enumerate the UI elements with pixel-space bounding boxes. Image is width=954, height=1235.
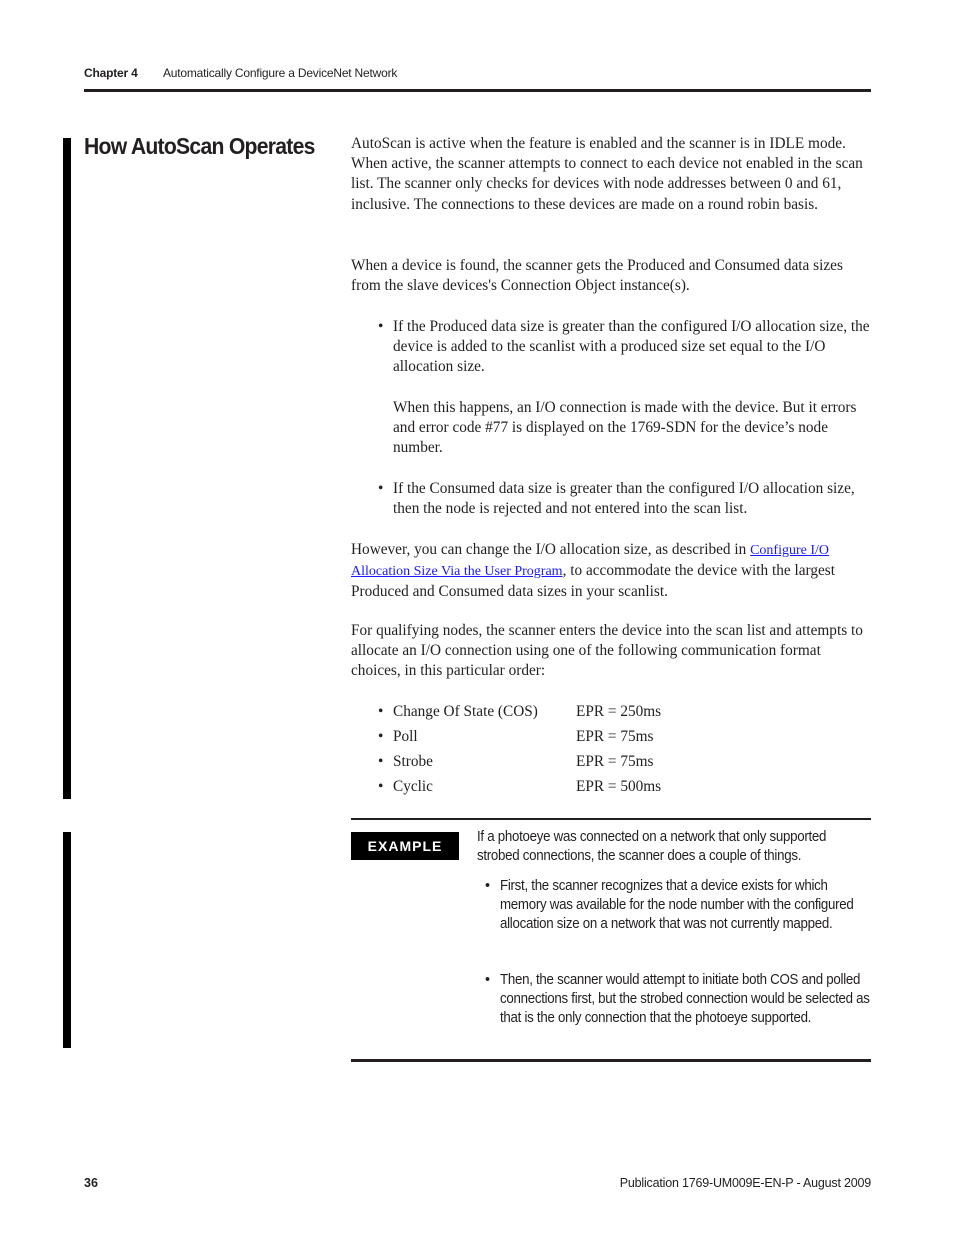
- example-intro: [477, 828, 871, 866]
- example-bullet: [485, 971, 872, 1028]
- example-badge: EXAMPLE: [351, 832, 459, 860]
- example-rule-bottom: [351, 1059, 871, 1062]
- change-bar: [63, 138, 71, 799]
- format-item-cos: [378, 702, 858, 724]
- format-name: Poll: [393, 728, 418, 745]
- chapter-label: Chapter 4: [84, 66, 138, 80]
- example-bullet: [485, 877, 872, 934]
- format-name: Cyclic: [393, 778, 433, 795]
- page-number: 36: [84, 1176, 98, 1190]
- format-item-cyclic: [378, 777, 858, 799]
- format-epr: EPR = 500ms: [576, 778, 662, 795]
- bullet-dot: •: [378, 728, 384, 745]
- bullet-dot: •: [378, 778, 384, 795]
- bullet-consumed-size: [378, 479, 873, 519]
- example-bullet-text: Then, the scanner would attempt to initiate both COS and polled connections first, but the strobed connection would be selected as that is the only connection that the photoeye supported.: [500, 972, 870, 1026]
- header-rule: [84, 89, 871, 92]
- section-title: How AutoScan Operates: [84, 133, 315, 159]
- publication-info: Publication 1769-UM009E-EN-P - August 2009: [619, 1176, 871, 1190]
- change-bar: [63, 832, 71, 1048]
- configure-io-allocation-link[interactable]: Configure I/O Allocation Size Via the User Program: [351, 543, 830, 580]
- bullet-text: If the Consumed data size is greater than the configured I/O allocation size, then the node is rejected and not entered into the scan list.: [393, 480, 855, 518]
- format-epr: EPR = 250ms: [576, 703, 662, 720]
- bullet-dot: •: [378, 480, 384, 497]
- allocation-paragraph: [351, 540, 871, 603]
- bullet-produced-size: [378, 317, 873, 378]
- bullet-dot: •: [378, 318, 384, 335]
- format-name: Strobe: [393, 753, 433, 770]
- bullet-text: If the Produced data size is greater than the configured I/O allocation size, the device is added to the scanlist with a produced size set equal to the I/O allocation size.: [393, 318, 870, 376]
- bullet-produced-note: When this happens, an I/O connection is made with the device. But it errors and error code #77 is displayed on the 1769-SDN for the device’s node number.: [393, 399, 857, 457]
- bullet-dot: •: [378, 703, 384, 720]
- qualifying-nodes-paragraph: For qualifying nodes, the scanner enters the device into the scan list and attempts to allocate an I/O connection using one of the following communication format choices, in this particular order:: [351, 622, 863, 680]
- format-epr: EPR = 75ms: [576, 728, 654, 745]
- format-name: Change Of State (COS): [393, 703, 538, 720]
- intro-paragraph: AutoScan is active when the feature is enabled and the scanner is in IDLE mode. When active, the scanner attempts to connect to each device not enabled in the scan list. The scanner only checks for devices with node addresses between 0 and 61, inclusive. The connections to these devices are made on a round robin basis.: [351, 135, 863, 213]
- bullet-dot: •: [485, 878, 490, 894]
- format-item-poll: [378, 727, 858, 749]
- format-item-strobe: [378, 752, 858, 774]
- allocation-text-pre: However, you can change the I/O allocation size, as described in: [351, 541, 751, 558]
- allocation-text-post: , to accommodate the device with the largest Produced and Consumed data sizes in your scanlist.: [351, 562, 835, 601]
- example-bullet-text: First, the scanner recognizes that a device exists for which memory was available for the node number with the configured allocation size on a network that was not currently mapped.: [500, 878, 854, 932]
- device-found-paragraph: When a device is found, the scanner gets the Produced and Consumed data sizes from the slave devices's Connection Object instance(s).: [351, 257, 843, 295]
- format-epr: EPR = 75ms: [576, 753, 654, 770]
- chapter-title: Automatically Configure a DeviceNet Network: [163, 66, 398, 80]
- bullet-dot: •: [378, 753, 384, 770]
- example-intro-text: If a photoeye was connected on a network that only supported strobed connections, the scanner does a couple of things.: [477, 829, 827, 864]
- bullet-dot: •: [485, 972, 490, 988]
- example-rule-top: [351, 818, 871, 820]
